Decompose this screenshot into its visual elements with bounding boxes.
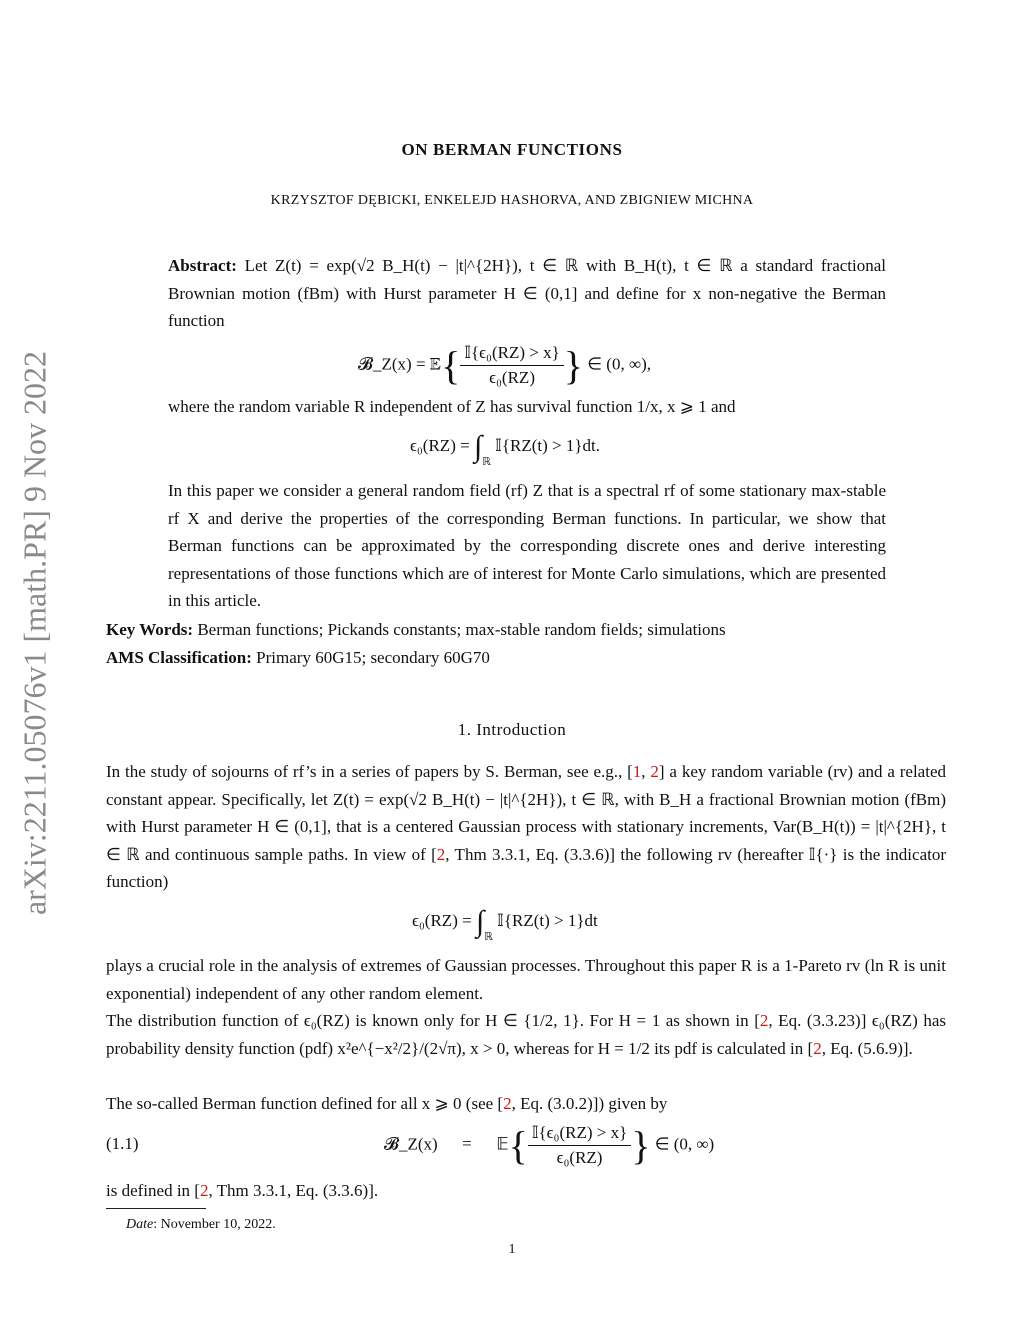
abstract-text-1: Let Z(t) = exp(√2 B_H(t) − |t|^{2H}), t ∈ ℝ with B_H(t), t ∈ ℝ a standard fractional Brownian motion (fBm) with Hurst parameter H ∈ (0,1] and define for x non-negative the Berman function: [168, 256, 886, 331]
arxiv-sidebar: [10, 318, 60, 948]
intro-paragraph-4: The so-called Berman function defined for all x ⩾ 0 (see [2, Eq. (3.0.2)]) given by: [106, 1094, 668, 1113]
footnote-label: Date: [126, 1217, 154, 1232]
abstract-paragraph-3: In this paper we consider a general random field (rf) Z that is a spectral rf of some stationary max-stable rf X and derive the properties of the corresponding Berman functions. In particular, we show that Berman functions can be approximated by the corresponding discrete ones and derive interesting representations of those functions which are of interest for Monte Carlo simulations, which are presented in this article.: [168, 481, 886, 611]
eq1-denominator: ϵ₀(RZ): [489, 368, 535, 387]
citation-link[interactable]: 2: [813, 1038, 822, 1058]
ams-text: Primary 60G15; secondary 60G70: [251, 648, 490, 667]
citation-link[interactable]: 2: [503, 1094, 512, 1113]
arxiv-identifier: arXiv:2211.05076v1 [math.PR] 9 Nov 2022: [16, 350, 53, 916]
eq1-lhs: 𝓑_Z(x) = 𝔼: [358, 354, 442, 374]
ams-classification-line: [106, 648, 490, 668]
page-number: 1: [508, 1242, 516, 1257]
eq4-denominator: ϵ₀(RZ): [556, 1148, 603, 1167]
section-heading-introduction: 1. Introduction: [457, 720, 567, 739]
eq4-rhs: ∈ (0, ∞): [654, 1134, 715, 1154]
keywords-text: Berman functions; Pickands constants; max-stable random fields; simulations: [193, 620, 726, 639]
citation-link[interactable]: 2: [650, 762, 659, 781]
eq2-rhs: 𝕀{RZ(t) > 1}dt.: [495, 435, 600, 455]
citation-link[interactable]: 2: [436, 844, 446, 864]
eq4-lhs: 𝓑_Z(x): [384, 1134, 438, 1154]
intro-paragraph-5: is defined in [2, Thm 3.3.1, Eq. (3.3.6)].: [106, 1181, 379, 1200]
abstract-equation-sojourn: $\epsilon_0(RZ) = \int_ℝ$ 𝕀{RZ(t) > 1}dt.: [410, 430, 600, 468]
intro-equation-sojourn: $\epsilon_0(RZ) = \int_ℝ$ 𝕀{RZ(t) > 1}dt: [412, 905, 598, 943]
ams-label: AMS Classification:: [106, 648, 252, 667]
citation-link[interactable]: 2: [759, 1011, 769, 1030]
intro-equation-berman: 𝓑_Z(x) = 𝔼{ $\frac{\text{𝕀\{ϵ₀(RZ) > x\}}}{\text{ϵ₀(RZ)}}$ } ∈ (0, ∞): [384, 1123, 715, 1168]
eq3-rhs: 𝕀{RZ(t) > 1}dt: [497, 910, 598, 930]
keywords-line: [106, 620, 726, 640]
keywords-label: Key Words:: [106, 620, 194, 639]
eq4-expectation: 𝔼: [496, 1134, 509, 1154]
eq2-lhs: ϵ₀(RZ) =: [410, 435, 470, 455]
paper-title: ON BERMAN FUNCTIONS: [401, 140, 623, 159]
eq1-rhs: ∈ (0, ∞),: [587, 354, 651, 374]
intro-paragraph-3: The distribution function of ϵ₀(RZ) is known only for H ∈ {1/2, 1}. For H = 1 as shown in [2, Eq. (3.3.23)] ϵ₀(RZ) has probability density function (pdf) x²e^{−x²/2}/(2√π), x > 0, whereas for H = 1/2 its pdf is calculated in [2, Eq. (5.6.9)].: [106, 1011, 946, 1058]
citation-link[interactable]: 1: [632, 762, 642, 781]
equation-number: (1.1): [106, 1134, 139, 1153]
abstract-label: Abstract:: [168, 256, 237, 275]
eq3-lhs: ϵ₀(RZ) =: [412, 910, 472, 930]
abstract-paragraph-1: [168, 252, 886, 335]
author-list: KRZYSZTOF DĘBICKI, ENKELEJD HASHORVA, AND ZBIGNIEW MICHNA: [270, 193, 754, 208]
footnote-text: : November 10, 2022.: [153, 1217, 276, 1232]
abstract-equation-berman: 𝓑_Z(x) = 𝔼{ $\frac{\text{𝕀\{ϵ₀(RZ) > x\}}}{\text{ϵ₀(RZ)}}$ } ∈ (0, ∞),: [358, 343, 651, 388]
intro-paragraph-1: In the study of sojourns of rf’s in a series of papers by S. Berman, see e.g., [1, 2] a key random variable (rv) and a related constant appear. Specifically, let Z(t) = exp(√2 B_H(t) − |t|^{2H}), t ∈ ℝ, with B_H a fractional Brownian motion (fBm) with Hurst parameter H ∈ (0,1], that is a centered Gaussian process with stationary increments, Var(B_H(t)) = |t|^{2H}, t ∈ ℝ and continuous sample paths. In view of [2, Thm 3.3.1, Eq. (3.3.6)] the following rv (hereafter 𝕀{·} is the indicator function): [106, 762, 947, 892]
abstract-paragraph-2: where the random variable R independent of Z has survival function 1/x, x ⩾ 1 and: [168, 397, 736, 416]
eq4-equals: =: [462, 1134, 472, 1154]
eq1-numerator: 𝕀{ϵ₀(RZ) > x}: [460, 343, 563, 366]
footnote-rule: [106, 1208, 206, 1209]
intro-paragraph-2: plays a crucial role in the analysis of extremes of Gaussian processes. Throughout this paper R is a 1-Pareto rv (ln R is unit exponential) independent of any other random element.: [106, 956, 946, 1003]
footnote-date: [126, 1217, 276, 1233]
eq4-numerator: 𝕀{ϵ₀(RZ) > x}: [528, 1123, 631, 1146]
citation-link[interactable]: 2: [199, 1181, 209, 1200]
